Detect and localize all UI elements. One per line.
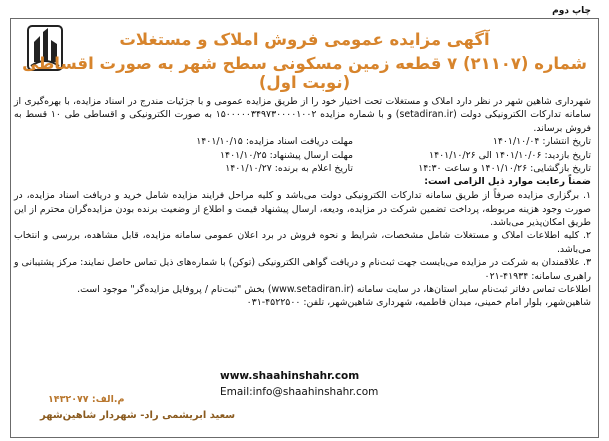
- doc-deadline: مهلت دریافت اسناد مزایده: ۱۴۰۱/۱۰/۱۵: [196, 136, 353, 148]
- conditions-heading: ضمناً رعایت موارد ذیل الزامی است:: [424, 176, 591, 188]
- offer-deadline: مهلت ارسال پیشنهاد: ۱۴۰۱/۱۰/۲۵: [220, 149, 353, 161]
- winner-date: تاریخ اعلام به برنده: ۱۴۰۱/۱۰/۲۷: [225, 163, 353, 175]
- condition-item-3: ۳. علاقمندان به شرکت در مزایده می‌بایست جهت ثبت‌نام و دریافت گواهی الکترونیکی (توکن) با شماره‌های ذیل تماس حاصل نمایند: مرکز پشتیبانی و راهبری سامانه: ۴۱۹۳۴-۰۲۱: [14, 257, 591, 282]
- edition-tag: چاپ دوم: [548, 6, 595, 16]
- notice-title: آگهی مزایده عمومی فروش املاک و مستغلات: [119, 30, 490, 49]
- visit-date: تاریخ بازدید: ۱۴۰۱/۱۰/۰۶ الی ۱۴۰۱/۱۰/۲۶: [429, 149, 591, 161]
- condition-item-2: ۲. کلیه اطلاعات املاک و مستغلات شامل مشخصات، شرایط و نحوه فروش در برد اعلان عمومی سامانه مزایده، قابل مشاهده، بررسی و انتخاب می‌باشد.: [14, 230, 591, 255]
- condition-item-1: ۱. برگزاری مزایده صرفاً از طریق سامانه تدارکات الکترونیکی دولت می‌باشد و کلیه مراحل فرایند مزایده شامل خرید و دریافت اسناد مزایده، در صورت وجود هزینه مربوطه، پرداخت تضمین شرکت در مزایده، ودیعه، ارسال پیشنهاد قیمت و اطلاع از وضعیت برنده بودن مزایده‌گران محترم از این طریق امکان‌پذیر می‌باشد.: [14, 190, 591, 229]
- email-link[interactable]: Email:info@shaahinshahr.com: [220, 386, 379, 398]
- dates-right-column: [418, 135, 591, 189]
- notice-body: [14, 95, 591, 310]
- dates-left-column: [196, 135, 353, 175]
- dates-block: [14, 135, 591, 189]
- signature: سعید ابریشمی راد- شهردار شاهین‌شهر: [40, 410, 236, 421]
- intro-paragraph: شهرداری شاهین شهر در نظر دارد املاک و مستغلات تحت اختیار خود را از طریق مزایده عمومی و با جزئیات مندرج در اسناد مزایده، با بهره‌گیری از سامانه تدارکات الکترونیکی دولت (setadiran.ir) و با شماره مزایده ۱۵۰۰۰۰۰۳۴۹۷۳۰۰۰۰۱۰۰۲ به صورت الکترونیکی و اقساطی طی ۱۰ قسط به فروش برساند.: [14, 96, 591, 134]
- notice-subtitle: شماره (۲۱۱۰۷) ۷ قطعه زمین مسکونی سطح شهر به صورت اقساطی (نوبت اول): [22, 54, 587, 92]
- notice-code: م.الف: ۱۴۳۲۰۷۷: [48, 394, 125, 405]
- info-line: اطلاعات تماس دفاتر ثبت‌نام سایر استان‌ها، در سایت سامانه (www.setadiran.ir) بخش "ثبت‌نام / پروفایل مزایده‌گر" موجود است.: [77, 284, 591, 296]
- address-line: شاهین‌شهر، بلوار امام خمینی، میدان فاطمیه، شهرداری شاهین‌شهر، تلفن: ۴۵۲۲۵۰۰-۰۳۱: [246, 297, 591, 309]
- publish-date: تاریخ انتشار: ۱۴۰۱/۱۰/۰۴: [492, 136, 591, 148]
- website-link[interactable]: www.shaahinshahr.com: [220, 370, 360, 382]
- opening-date: تاریخ بازگشایی: ۱۴۰۱/۱۰/۲۶ و ساعت ۱۴:۳۰: [418, 163, 591, 175]
